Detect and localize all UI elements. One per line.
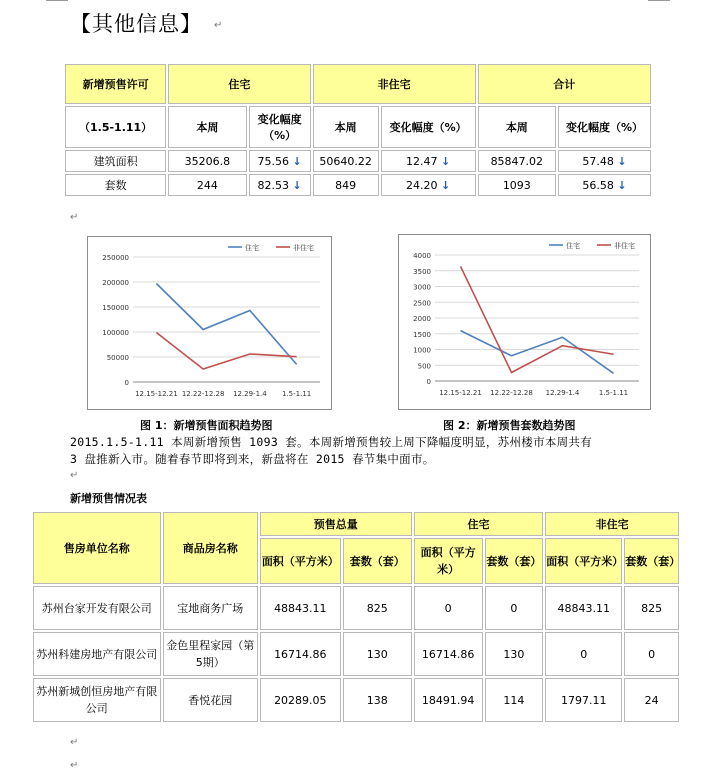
cell: 48843.11 [545, 586, 622, 630]
down-arrow-icon: ↓ [441, 154, 451, 168]
t1-header-change: 变化幅度（%） [249, 106, 311, 148]
cell: 1093 [478, 174, 556, 196]
t2-header-units: 套数（套） [485, 538, 544, 584]
t1-header-total: 合计 [478, 64, 651, 104]
y-tick-label: 100000 [102, 329, 129, 337]
cell: 50640.22 [313, 150, 379, 172]
t1-header-week: 本周 [313, 106, 379, 148]
t2-header-project: 商品房名称 [163, 512, 258, 584]
t1-header-period: （1.5-1.11） [65, 106, 166, 148]
paragraph-mark: ↵ [70, 737, 79, 748]
t2-header-units: 套数（套） [624, 538, 679, 584]
x-tick-label: 1.5-1.11 [282, 390, 312, 398]
row-label: 套数 [65, 174, 166, 196]
x-tick-label: 12.22-12.28 [181, 390, 225, 398]
unit-name: 苏州科建房地产有限公司 [33, 632, 161, 676]
cell: 0 [414, 586, 483, 630]
t2-header-area: 面积（平方米） [414, 538, 483, 584]
cell: 0 [485, 586, 544, 630]
cell: 16714.86 [260, 632, 341, 676]
table-row [33, 632, 679, 676]
legend-label: 非住宅 [614, 242, 635, 250]
y-tick-label: 2500 [413, 299, 431, 308]
y-tick-label: 4000 [413, 252, 431, 260]
y-tick-label: 250000 [102, 254, 129, 262]
t2-header-total: 预售总量 [260, 512, 412, 536]
section-title: 【其他信息】 [70, 12, 202, 36]
cell: 138 [343, 678, 412, 722]
page-corner-left [46, 0, 68, 1]
cell: 1797.11 [545, 678, 622, 722]
t1-header-week: 本周 [478, 106, 556, 148]
cell: 85847.02 [478, 150, 556, 172]
legend-label: 住宅 [245, 244, 259, 252]
units-trend-chart [399, 235, 650, 409]
cell: 244 [168, 174, 246, 196]
t1-header-nonresidential: 非住宅 [313, 64, 476, 104]
y-tick-label: 2000 [413, 315, 431, 323]
cell: 130 [485, 632, 544, 676]
cell: 0 [545, 632, 622, 676]
cell: 849 [313, 174, 379, 196]
y-tick-label: 150000 [102, 304, 129, 312]
table-row [65, 174, 651, 196]
presale-permit-table [63, 62, 653, 198]
cell: 75.56 ↓ [249, 150, 311, 172]
cell: 82.53 ↓ [249, 174, 311, 196]
cell: 57.48 ↓ [558, 150, 651, 172]
t1-header-week: 本周 [168, 106, 246, 148]
paragraph-line: 3 盘推新入市。随着春节即将到来，新盘将在 2015 春节集中面市。 [70, 452, 435, 466]
chart1-caption: 图 1：新增预售面积趋势图 [140, 419, 273, 432]
series-line [156, 284, 296, 365]
x-tick-label: 12.15-12.21 [135, 390, 178, 398]
cell: 24.20 ↓ [381, 174, 476, 196]
down-arrow-icon: ↓ [617, 178, 627, 192]
series-line [461, 331, 614, 374]
y-tick-label: 500 [417, 362, 431, 371]
project-name: 宝地商务广场 [163, 586, 258, 630]
cell: 114 [485, 678, 544, 722]
cell: 48843.11 [260, 586, 341, 630]
t1-header-residential: 住宅 [168, 64, 310, 104]
project-name: 金色里程家园（第5期） [163, 632, 258, 676]
x-tick-label: 12.22-12.28 [490, 389, 533, 397]
cell: 825 [343, 586, 412, 630]
table-row [65, 150, 651, 172]
summary-paragraph [70, 434, 660, 468]
cell: 18491.94 [414, 678, 483, 722]
chart-area-trend [87, 236, 332, 410]
y-tick-label: 0 [426, 378, 431, 386]
table-row [33, 586, 679, 630]
y-tick-label: 0 [124, 379, 129, 387]
t2-header-units: 套数（套） [343, 538, 412, 584]
t1-header-permit: 新增预售许可 [65, 64, 166, 104]
presale-detail-table [31, 510, 681, 724]
legend-label: 住宅 [566, 242, 580, 250]
t2-header-area: 面积（平方米） [260, 538, 341, 584]
series-line [156, 333, 296, 370]
down-arrow-icon: ↓ [292, 178, 302, 192]
legend-label: 非住宅 [293, 244, 314, 252]
cell: 24 [624, 678, 679, 722]
y-tick-label: 1500 [413, 330, 431, 339]
cell: 56.58 ↓ [558, 174, 651, 196]
x-tick-label: 12.29-1.4 [233, 390, 267, 398]
cell: 130 [343, 632, 412, 676]
y-tick-label: 1000 [413, 346, 431, 355]
cell: 20289.05 [260, 678, 341, 722]
down-arrow-icon: ↓ [441, 178, 451, 192]
unit-name: 苏州台家开发有限公司 [33, 586, 161, 630]
t2-header-residential: 住宅 [414, 512, 544, 536]
table-row [33, 678, 679, 722]
y-tick-label: 3500 [413, 267, 431, 276]
t2-header-area: 面积（平方米） [545, 538, 622, 584]
chart2-caption: 图 2：新增预售套数趋势图 [443, 419, 576, 432]
t1-header-change: 变化幅度（%） [558, 106, 651, 148]
paragraph-mark: ↵ [70, 470, 79, 481]
paragraph-mark: ↵ [70, 760, 79, 771]
y-tick-label: 200000 [102, 279, 129, 287]
down-arrow-icon: ↓ [292, 154, 302, 168]
t1-header-change: 变化幅度（%） [381, 106, 476, 148]
x-tick-label: 12.29-1.4 [545, 389, 580, 397]
paragraph-line: 2015.1.5-1.11 本周新增预售 1093 套。本周新增预售较上周下降幅度明显，苏州楼市本周共有 [70, 435, 593, 449]
paragraph-mark: ↵ [70, 212, 79, 223]
paragraph-mark: ↵ [214, 20, 223, 31]
t2-header-nonresidential: 非住宅 [545, 512, 679, 536]
t2-header-unit: 售房单位名称 [33, 512, 161, 584]
y-tick-label: 50000 [106, 354, 129, 362]
x-tick-label: 12.15-12.21 [439, 389, 482, 397]
project-name: 香悦花园 [163, 678, 258, 722]
y-tick-label: 3000 [413, 283, 431, 292]
row-label: 建筑面积 [65, 150, 166, 172]
cell: 35206.8 [168, 150, 246, 172]
cell: 825 [624, 586, 679, 630]
cell: 16714.86 [414, 632, 483, 676]
table2-heading: 新增预售情况表 [70, 492, 147, 505]
area-trend-chart [88, 237, 331, 409]
cell: 12.47 ↓ [381, 150, 476, 172]
page-corner-right [648, 0, 670, 1]
down-arrow-icon: ↓ [617, 154, 627, 168]
unit-name: 苏州新城创恒房地产有限公司 [33, 678, 161, 722]
cell: 0 [624, 632, 679, 676]
chart-units-trend [398, 234, 651, 410]
x-tick-label: 1.5-1.11 [598, 389, 629, 397]
